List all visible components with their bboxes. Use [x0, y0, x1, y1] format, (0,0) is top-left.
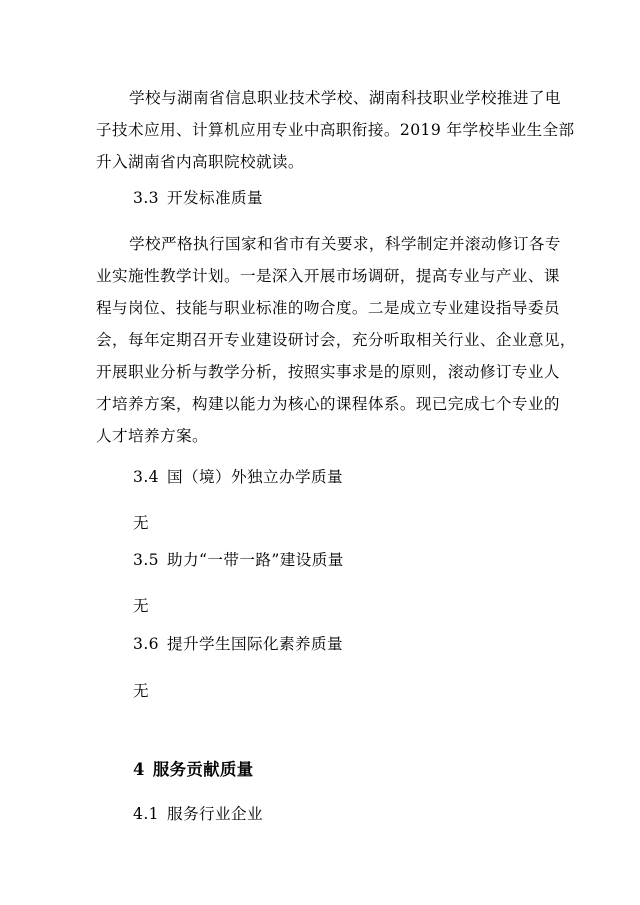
- section-3-4-body: 无: [133, 514, 149, 532]
- section-3-6-heading: [133, 634, 343, 654]
- section-title: 助力“一带一路”建设质量: [167, 551, 344, 569]
- section-number: 4.1: [133, 805, 159, 823]
- section-title: 服务贡献质量: [152, 760, 254, 779]
- paragraph-line: 人才培养方案。: [96, 427, 208, 445]
- paragraph-line: 子技术应用、计算机应用专业中高职衔接。2019 年学校毕业生全部: [96, 121, 575, 139]
- section-number: 3.6: [133, 635, 159, 653]
- section-4-heading: [133, 760, 254, 780]
- paragraph-line: 学校与湖南省信息职业技术学校、湖南科技职业学校推进了电: [129, 89, 561, 107]
- paragraph-line: 业实施性教学计划。一是深入开展市场调研，提高专业与产业、课: [96, 267, 560, 285]
- section-3-3-heading: [133, 188, 263, 208]
- section-3-6-body: 无: [133, 682, 149, 700]
- section-3-5-body: 无: [133, 597, 149, 615]
- section-3-4-heading: [133, 467, 343, 487]
- section-title: 国（境）外独立办学质量: [167, 468, 343, 486]
- intro-paragraph: [96, 82, 577, 178]
- section-4-1-heading: [133, 804, 263, 824]
- section-3-3-paragraph: [96, 228, 577, 452]
- section-title: 服务行业企业: [167, 805, 263, 823]
- paragraph-line: 开展职业分析与教学分析，按照实事求是的原则，滚动修订专业人: [96, 363, 560, 381]
- paragraph-line: 学校严格执行国家和省市有关要求，科学制定并滚动修订各专: [129, 235, 561, 253]
- section-3-5-heading: [133, 550, 344, 570]
- paragraph-line: 程与岗位、技能与职业标准的吻合度。二是成立专业建设指导委员: [96, 299, 560, 317]
- section-number: 3.3: [133, 189, 159, 207]
- section-title: 开发标准质量: [167, 189, 263, 207]
- section-number: 3.4: [133, 468, 159, 486]
- section-title: 提升学生国际化素养质量: [167, 635, 343, 653]
- paragraph-line: 才培养方案，构建以能力为核心的课程体系。现已完成七个专业的: [96, 395, 560, 413]
- paragraph-line: 升入湖南省内高职院校就读。: [96, 153, 304, 171]
- section-number: 3.5: [133, 551, 159, 569]
- section-number: 4: [133, 760, 145, 779]
- paragraph-line: 会，每年定期召开专业建设研讨会，充分听取相关行业、企业意见，: [96, 331, 576, 349]
